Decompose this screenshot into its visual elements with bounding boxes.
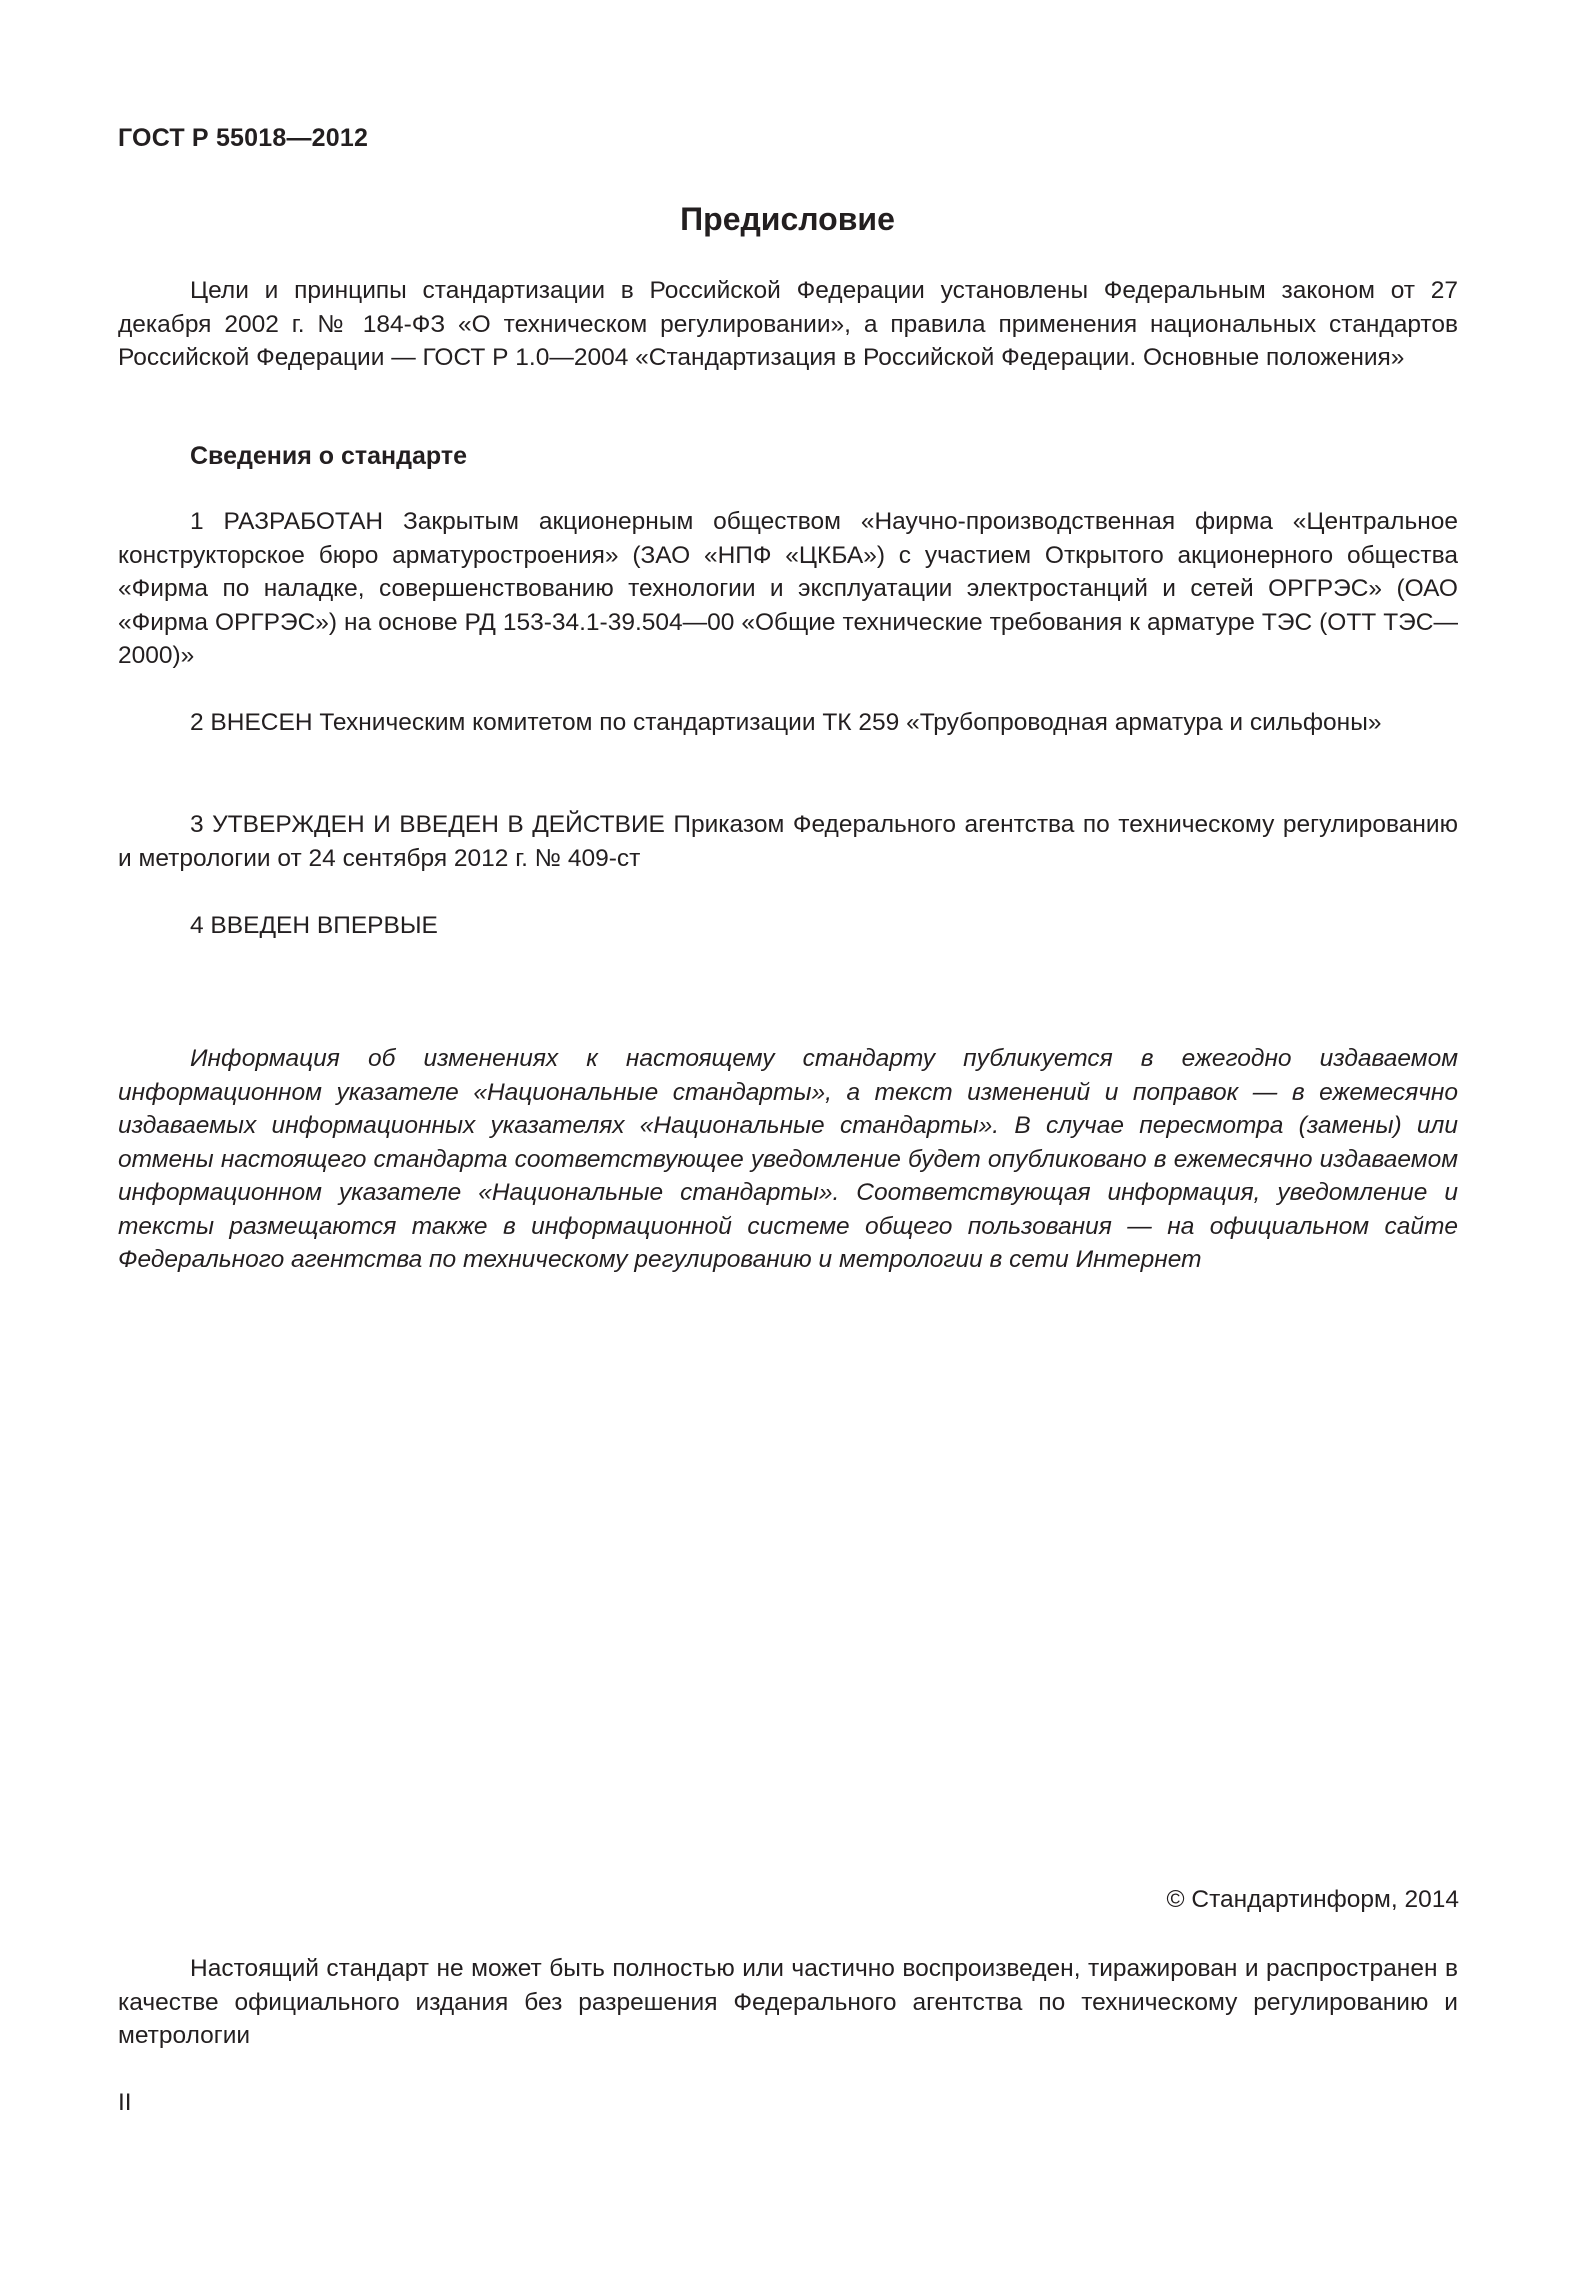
copyright-notice: © Стандартинформ, 2014 bbox=[1166, 1886, 1459, 1913]
intro-paragraph: Цели и принципы стандартизации в Российской Федерации установлены Федеральным законом от 27 декабря 2002 г. № 184-ФЗ «О техническом регулировании», а правила применения национальных стандартов Российской Федерации — ГОСТ Р 1.0—2004 «Стандартизация в Российской Федерации. Основные положения» bbox=[118, 277, 1458, 371]
standard-code-header: ГОСТ Р 55018—2012 bbox=[118, 124, 369, 152]
changes-info-paragraph: Информация об изменениях к настоящему стандарту публикуется в ежегодно издаваемом информационном указателе «Национальные стандарты», а текст изменений и поправок — в ежемесячно издаваемых информационных указателях «Национальные стандарты». В случае пересмотра (замены) или отмены настоящего стандарта соответствующее уведомление будет опубликовано в ежемесячно издаваемом информационном указателе «Национальные стандарты». Соответствующая информация, уведомление и тексты размещаются также в информационной системе общего пользования — на официальном сайте Федерального агентства по техническому регулированию и метрологии в сети Интернет bbox=[118, 1045, 1458, 1273]
section-item-submitted: 2 ВНЕСЕН Техническим комитетом по стандартизации ТК 259 «Трубопроводная арматура и сильфоны» bbox=[190, 709, 1382, 736]
section-item-introduced: 4 ВВЕДЕН ВПЕРВЫЕ bbox=[190, 912, 438, 939]
section-item-developed: 1 РАЗРАБОТАН Закрытым акционерным обществом «Научно-производственная фирма «Центральное конструкторское бюро арматуростроения» (ЗАО «НПФ «ЦКБА») с участием Открытого акционерного общества «Фирма по наладке, совершенствованию технологии и эксплуатации электростанций и сетей ОРГРЭС» (ОАО «Фирма ОРГРЭС») на основе РД 153-34.1-39.504—00 «Общие технические требования к арматуре ТЭС (ОТТ ТЭС—2000)» bbox=[118, 508, 1458, 669]
section-heading: Сведения о стандарте bbox=[190, 442, 468, 470]
reproduction-notice: Настоящий стандарт не может быть полностью или частично воспроизведен, тиражирован и распространен в качестве официального издания без разрешения Федерального агентства по техническому регулированию и метрологии bbox=[118, 1955, 1458, 2049]
page-title: Предисловие bbox=[680, 201, 895, 237]
page-number: II bbox=[118, 2089, 132, 2116]
section-item-approved: 3 УТВЕРЖДЕН И ВВЕДЕН В ДЕЙСТВИЕ Приказом Федерального агентства по техническому регулированию и метрологии от 24 сентября 2012 г. № 409-ст bbox=[118, 811, 1458, 872]
